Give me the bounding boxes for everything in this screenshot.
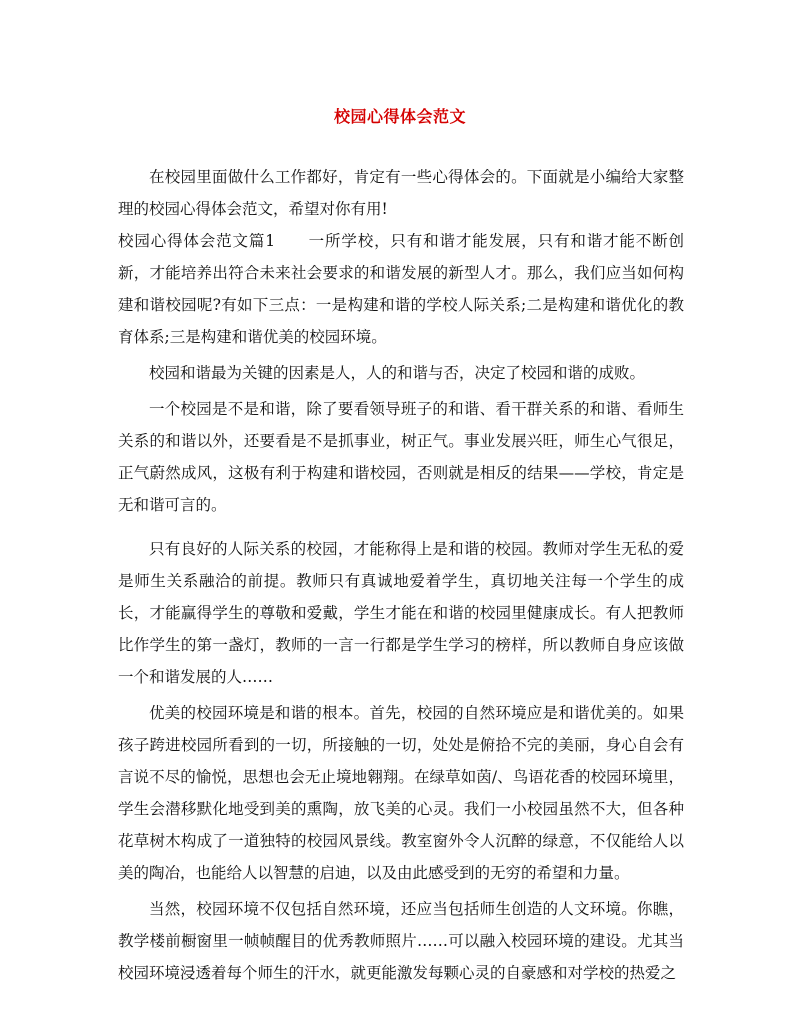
paragraph-harmony-check: 一个校园是不是和谐，除了要看领导班子的和谐、看干群关系的和谐、看师生关系的和谐以外，还要看是不是抓事业，树正气。事业发展兴旺，师生心气很足，正气蔚然成风，这极有利于构建和谐校园，否则就是相反的结果——学校，肯定是无和谐可言的。	[118, 400, 684, 514]
paragraph-article-1: 校园心得体会范文篇1 一所学校，只有和谐才能发展，只有和谐才能不断创新，才能培养出符合未来社会要求的和谐发展的新型人才。那么，我们应当如何构建和谐校园呢?有如下三点：一是构建和谐的学校人际关系;二是构建和谐优化的教育体系;三是构建和谐优美的校园环境。	[118, 232, 684, 346]
paragraph-relationships: 只有良好的人际关系的校园，才能称得上是和谐的校园。教师对学生无私的爱是师生关系融洽的前提。教师只有真诚地爱着学生，真切地关注每一个学生的成长，才能赢得学生的尊敬和爱戴，学生才能在和谐的校园里健康成长。有人把教师比作学生的第一盏灯，教师的一言一行都是学生学习的榜样，所以教师自身应该做一个和谐发展的人……	[118, 540, 684, 686]
paragraph-humanistic-environment: 当然，校园环境不仅包括自然环境，还应当包括师生创造的人文环境。你瞧，教学楼前橱窗里一帧帧醒目的优秀教师照片……可以融入校园环境的建设。尤其当校园环境浸透着每个师生的汗水，就更能激发每颗心灵的自豪感和对学校的热爱之	[118, 900, 684, 982]
document-body	[118, 161, 684, 989]
paragraph-environment: 优美的校园环境是和谐的根本。首先，校园的自然环境应是和谐优美的。如果孩子跨进校园所看到的一切，所接触的一切，处处是俯拾不完的美丽，身心自会有言说不尽的愉悦，思想也会无止境地翱翔。在绿草如茵/、鸟语花香的校园环境里，学生会潜移默化地受到美的熏陶，放飞美的心灵。我们一小校园虽然不大，但各种花草树木构成了一道独特的校园风景线。教室窗外令人沉醉的绿意，不仅能给人以美的陶冶，也能给人以智慧的启迪，以及由此感受到的无穷的希望和力量。	[118, 704, 684, 882]
document-title: 校园心得体会范文	[333, 107, 466, 126]
paragraph-key-factor: 校园和谐最为关键的因素是人，人的和谐与否，决定了校园和谐的成败。	[149, 364, 646, 382]
paragraph-intro: 在校园里面做什么工作都好，肯定有一些心得体会的。下面就是小编给大家整理的校园心得体会范文，希望对你有用!	[118, 168, 684, 218]
